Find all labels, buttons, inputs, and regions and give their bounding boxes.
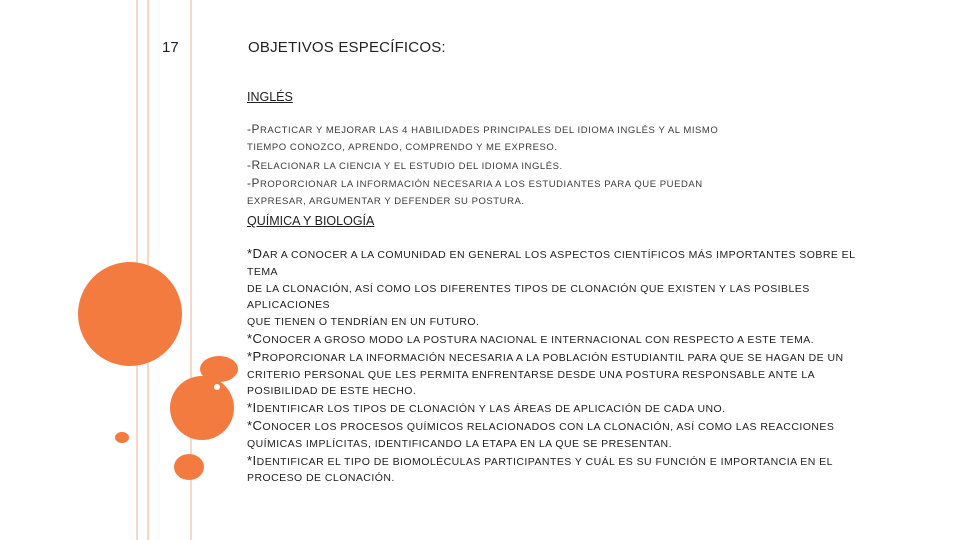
- objective-line: [247, 418, 897, 436]
- line-text: POSIBILIDAD DE ESTE HECHO.: [247, 385, 417, 398]
- objective-line: [247, 331, 897, 349]
- quimica-objectives: [247, 246, 897, 487]
- line-text: ONOCER LOS PROCESOS QUÍMICOS RELACIONADOS CON LA CLONACIÓN, ASÍ COMO LAS REACCIONES: [262, 420, 835, 433]
- line-text: TIEMPO CONOZCO, APRENDO, COMPRENDO Y ME EXPRESO.: [247, 141, 558, 153]
- line-text: PROCESO DE CLONACIÓN.: [247, 472, 395, 485]
- line-initial: *D: [247, 246, 263, 261]
- ingles-objectives: [247, 121, 897, 211]
- objective-line: [247, 264, 897, 281]
- objective-line: [247, 400, 897, 418]
- line-text: ONOCER A GROSO MODO LA POSTURA NACIONAL E INTERNACIONAL CON RESPECTO A ESTE TEMA.: [262, 333, 815, 346]
- section-heading-quimica: QUÍMICA Y BIOLOGÍA: [247, 214, 375, 228]
- line-initial: -R: [247, 157, 261, 172]
- objective-line: [247, 367, 897, 384]
- line-text: RACTICAR Y MEJORAR LAS 4 HABILIDADES PRINCIPALES DEL IDIOMA INGLÉS Y AL MISMO: [259, 125, 719, 136]
- section-heading-ingles: INGLÉS: [247, 90, 293, 104]
- line-initial: *P: [247, 348, 262, 364]
- objective-line: [247, 453, 897, 471]
- decorative-circle-medium: [170, 376, 234, 440]
- objective-line: [247, 121, 897, 140]
- line-text: EXPRESAR, ARGUMENTAR Y DEFENDER SU POSTURA.: [247, 196, 525, 208]
- line-text: DENTIFICAR EL TIPO DE BIOMOLÉCULAS PARTICIPANTES Y CUÁL ES SU FUNCIÓN E IMPORTANCIA EN EL: [256, 455, 833, 468]
- page-title: OBJETIVOS ESPECÍFICOS:: [248, 39, 446, 56]
- line-initial: -P: [247, 176, 260, 191]
- objective-line: [247, 157, 897, 176]
- line-text: DENTIFICAR LOS TIPOS DE CLONACIÓN Y LAS ÁREAS DE APLICACIÓN DE CADA UNO.: [256, 403, 726, 416]
- line-text: AR A CONOCER A LA COMUNIDAD EN GENERAL LOS ASPECTOS CIENTÍFICOS MÁS IMPORTANTES SOBRE EL: [262, 249, 856, 261]
- objective-line: [247, 297, 897, 314]
- line-text: ROPORCIONAR LA INFORMACIÓN NECESARIA A LA POBLACIÓN ESTUDIANTIL PARA QUE SE HAGAN DE UN: [261, 351, 844, 364]
- objective-line: [247, 436, 897, 453]
- objective-line: [247, 383, 897, 400]
- objective-line: [247, 246, 897, 264]
- decorative-circle-small-1: [200, 356, 238, 382]
- line-initial: *C: [247, 417, 263, 433]
- decorative-circle-tiny: [115, 432, 129, 443]
- objective-line: [247, 175, 897, 194]
- line-text: ELACIONAR LA CIENCIA Y EL ESTUDIO DEL IDIOMA INGLÉS.: [260, 160, 563, 172]
- objective-line: [247, 349, 897, 367]
- objective-line: [247, 314, 897, 331]
- objective-line: [247, 194, 897, 211]
- line-text: TEMA: [247, 265, 278, 278]
- line-initial: *I: [247, 452, 257, 468]
- line-text: DE LA CLONACIÓN, ASÍ COMO LOS DIFERENTES TIPOS DE CLONACIÓN QUE EXISTEN Y LAS POSIBLES: [247, 282, 810, 295]
- decorative-circle-large: [78, 262, 182, 366]
- line-initial: *I: [247, 400, 257, 416]
- objective-line: [247, 281, 897, 298]
- line-text: ROPORCIONAR LA INFORMACIÓN NECESARIA A LOS ESTUDIANTES PARA QUE PUEDAN: [259, 179, 703, 191]
- objective-line: [247, 140, 897, 157]
- objective-line: [247, 470, 897, 487]
- line-text: CRITERIO PERSONAL QUE LES PERMITA ENFRENTARSE DESDE UNA POSTURA RESPONSABLE ANTE LA: [247, 368, 816, 381]
- decorative-ring: [212, 382, 222, 392]
- line-initial: -P: [247, 122, 260, 136]
- line-text: QUÍMICAS IMPLÍCITAS, IDENTIFICANDO LA ETAPA EN LA QUE SE PRESENTAN.: [247, 437, 672, 450]
- line-text: QUE TIENEN O TENDRÍAN EN UN FUTURO.: [247, 316, 480, 329]
- slide-number: 17: [162, 39, 179, 56]
- decorative-circle-small-2: [174, 454, 204, 480]
- line-text: APLICACIONES: [247, 299, 331, 312]
- line-initial: *C: [247, 330, 263, 346]
